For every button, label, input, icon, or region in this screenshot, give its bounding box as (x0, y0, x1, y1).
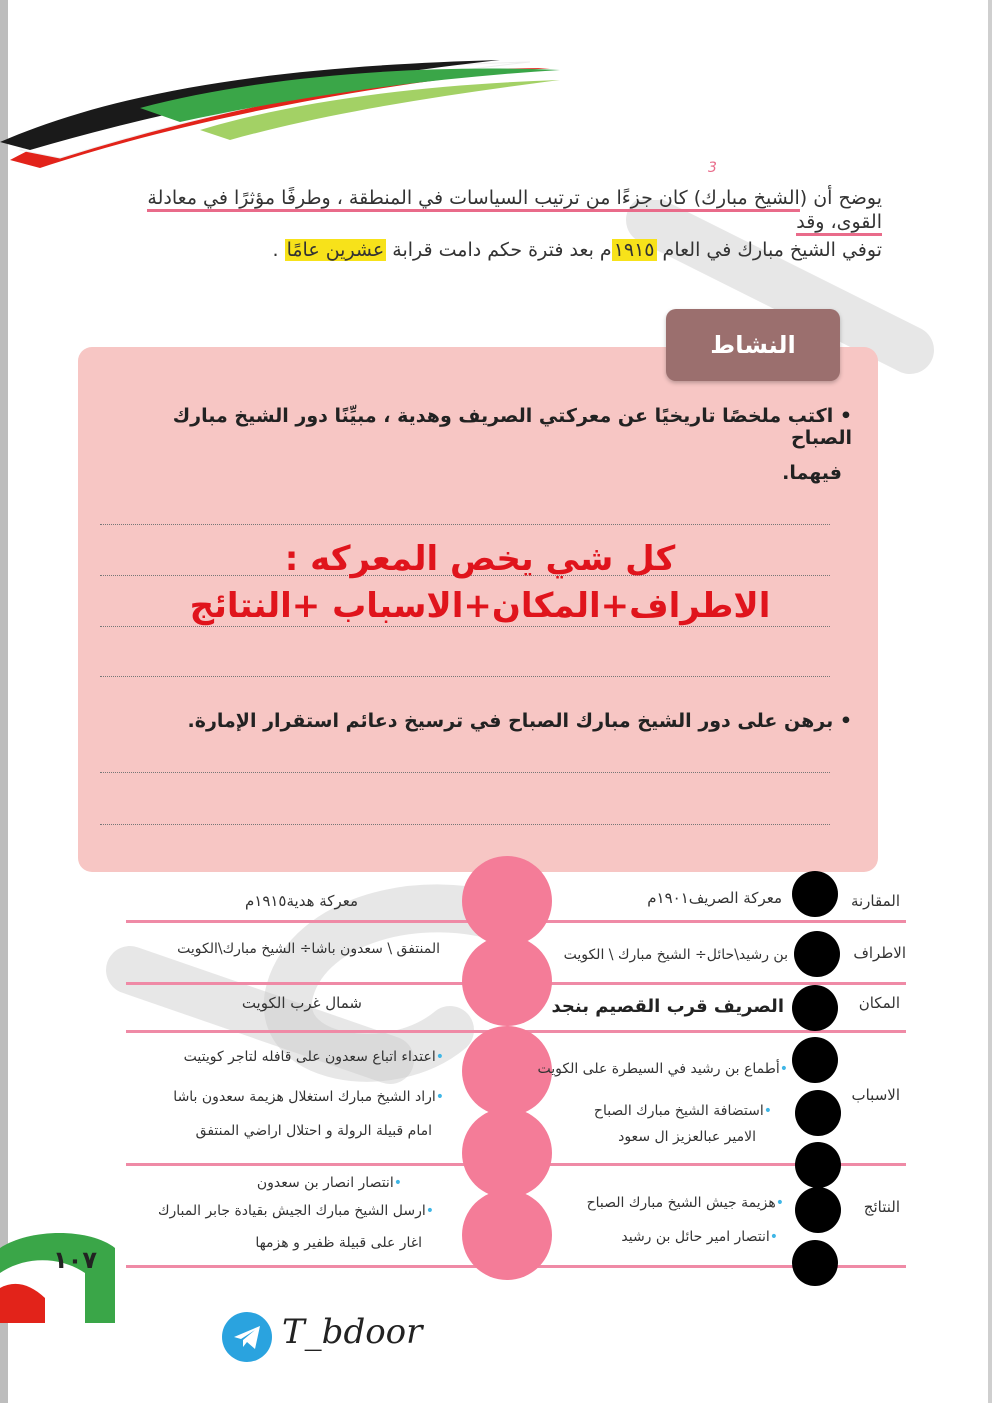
hadiya-result-1 (202, 1170, 402, 1196)
telegram-plane-icon (222, 1312, 272, 1362)
cause-text: استضافة الشيخ مبارك الصباح (593, 1103, 764, 1119)
row-label-comparison: المقارنة (850, 892, 900, 910)
row-label-causes: الاسباب (851, 1086, 900, 1104)
row-label-place: المكان (858, 994, 900, 1012)
telegram-handle[interactable]: T_bdoor (282, 1312, 423, 1352)
row-label-results: النتائج (863, 1198, 900, 1216)
left-page-edge (0, 0, 8, 1403)
sarif-cause-1 (528, 1056, 788, 1082)
intro-text: . (272, 239, 285, 261)
right-page-edge (988, 0, 992, 1403)
hadiya-comparison: معركة هدية١٩١٥م (244, 892, 358, 910)
result-text: ارسل الشيخ مبارك الجيش بقيادة جابر المبارك (157, 1203, 426, 1219)
handwritten-answer-line-1: كل شي يخص المعركه : (284, 539, 676, 579)
hadiya-cause-2-cont: امام قبيلة الرولة و احتلال اراضي المنتفق (195, 1123, 432, 1139)
hadiya-cause-1 (114, 1044, 444, 1070)
answer-line (100, 824, 830, 825)
pink-circle-marker (462, 856, 552, 946)
hadiya-result-2-cont: اغار على قبيلة ظفير و هزمها (255, 1235, 422, 1251)
bullet-dot: • (435, 1089, 444, 1105)
question-1-text: اكتب ملخصًا تاريخيًا عن معركتي الصريف وهدية ، مبيِّنًا دور الشيخ مبارك الصباح (172, 405, 852, 449)
bullet-dot: • (763, 1103, 772, 1119)
bullet-dot: • (769, 1229, 778, 1245)
cause-text: اراد الشيخ مبارك استغلال هزيمة سعدون باشا (173, 1089, 436, 1105)
activity-question-1-cont: فيهما. (782, 462, 842, 484)
bullet-dot: • (425, 1203, 434, 1219)
sarif-result-2 (538, 1224, 778, 1250)
activity-title: النشاط (666, 309, 840, 381)
highlight-year: ١٩١٥ (613, 239, 655, 261)
activity-question-1 (132, 405, 852, 449)
annotation-mark: 3 (708, 160, 717, 176)
result-text: هزيمة جيش الشيخ مبارك الصباح (586, 1195, 776, 1211)
handwritten-answer-line-2: الاطراف+المكان+الاسباب +النتائج (189, 586, 771, 626)
bullet-dot: • (393, 1175, 402, 1191)
sarif-result-1 (544, 1190, 784, 1216)
sarif-parties: بن رشيد\حائل÷ الشيخ مبارك \ الكويت (563, 947, 788, 963)
bullet-dot: • (775, 1195, 784, 1211)
answer-line (100, 524, 830, 525)
sarif-place: الصريف قرب القصيم بنجد (551, 996, 784, 1017)
intro-text: يوضح أن ( (799, 187, 882, 209)
intro-line-2 (102, 238, 882, 262)
result-text: انتصار امير حائل بن رشيد (621, 1229, 770, 1245)
black-circle-marker (794, 931, 840, 977)
intro-text: م بعد فترة حكم دامت قرابة (386, 239, 612, 261)
question-2-text: برهن على دور الشيخ مبارك الصباح في ترسيخ دعائم استقرار الإمارة. (187, 710, 834, 732)
hadiya-cause-2 (104, 1084, 444, 1110)
flag-ribbon-decoration (0, 60, 560, 170)
intro-underlined-name: الشيخ مبارك (701, 187, 800, 212)
black-circle-marker (792, 1240, 838, 1286)
sarif-comparison: معركة الصريف١٩٠١م (647, 889, 782, 907)
bullet-dot: • (435, 1049, 444, 1065)
highlight-duration: عشرين عامًا (286, 239, 385, 261)
answer-line (100, 772, 830, 773)
row-label-parties: الاطراف (853, 944, 906, 962)
intro-text: توفي الشيخ مبارك في العام (656, 239, 882, 261)
hadiya-parties: المنتفق \ سعدون باشا÷ الشيخ مبارك\الكويت (177, 941, 440, 957)
hadiya-place: شمال غرب الكويت (241, 994, 362, 1012)
bullet-dot: • (779, 1061, 788, 1077)
activity-question-2 (132, 710, 852, 732)
black-circle-marker (795, 1142, 841, 1188)
black-circle-marker (792, 1037, 838, 1083)
bullet-dot: • (833, 405, 852, 427)
answer-line (100, 676, 830, 677)
cause-text: أطماع بن رشيد في السيطرة على الكويت (537, 1061, 780, 1077)
hadiya-result-2 (104, 1198, 434, 1224)
sarif-cause-2 (532, 1098, 772, 1124)
bullet-dot: • (833, 710, 852, 732)
page-corner-decoration (0, 1228, 120, 1323)
intro-line-1 (102, 186, 882, 234)
intro-text: ) كان جزءًا من ترتيب السياسات في المنطقة ، وطرفًا مؤثرًا في معادلة القوى، وقد (147, 187, 882, 236)
sarif-cause-2-cont: الامير عبالعزيز ال سعود (618, 1129, 756, 1145)
cause-text: اعتداء اتباع سعدون على قافله لتاجر كويتيت (183, 1049, 436, 1065)
result-text: انتصار انصار بن سعدون (256, 1175, 394, 1191)
page-number: ١٠٧ (53, 1246, 97, 1274)
telegram-icon[interactable] (222, 1312, 272, 1362)
